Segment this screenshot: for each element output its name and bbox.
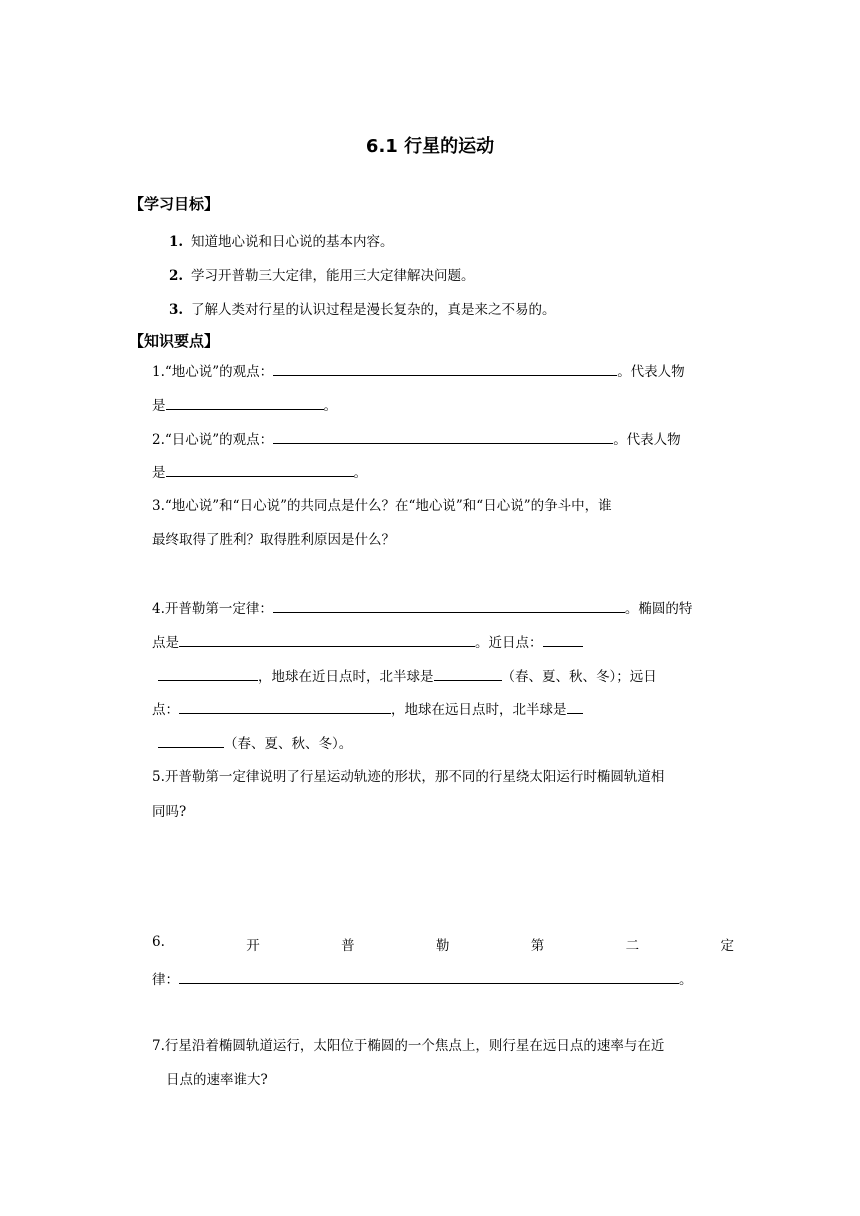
goal-item xyxy=(169,264,475,284)
question-6-text: 律： xyxy=(152,972,179,988)
question-4-text: 点是 xyxy=(152,635,179,651)
question-1-line-2 xyxy=(152,394,337,414)
question-6-line-1 xyxy=(152,934,734,954)
answer-blank[interactable] xyxy=(273,598,625,613)
answer-blank[interactable] xyxy=(179,632,475,647)
page-title: 6.1 行星的运动 xyxy=(365,136,495,157)
question-6-char: 第 xyxy=(530,938,545,954)
goal-number: 1. xyxy=(169,234,184,250)
question-3-line-1: 3.“地心说”和“日心说”的共同点是什么？在“地心说”和“日心说”的争斗中，谁 xyxy=(152,498,612,514)
question-5-line-2: 同吗? xyxy=(152,804,187,820)
goal-text: 了解人类对行星的认识过程是漫长复杂的，真是来之不易的。 xyxy=(191,302,556,318)
question-4-text: 。近日点： xyxy=(475,635,543,651)
question-3-line-2: 最终取得了胜利？取得胜利原因是什么？ xyxy=(152,532,395,548)
question-4-line-2 xyxy=(152,631,583,651)
question-1-line-1 xyxy=(152,360,685,380)
question-6-end: 。 xyxy=(679,972,693,988)
question-4-text: ，地球在远日点时，北半球是 xyxy=(391,702,567,718)
answer-blank[interactable] xyxy=(166,462,354,477)
knowledge-heading: 【知识要点】 xyxy=(129,332,220,350)
answer-blank[interactable] xyxy=(273,361,617,376)
question-4-label: 4.开普勒第一定律： xyxy=(152,601,273,617)
question-7-line-2: 日点的速率谁大? xyxy=(166,1072,268,1088)
question-2-suffix: 。代表人物 xyxy=(613,432,681,448)
answer-blank[interactable] xyxy=(158,733,224,748)
question-1-label: 1.“地心说”的观点： xyxy=(152,364,274,380)
question-2-end: 。 xyxy=(353,465,367,481)
question-1-prefix: 是 xyxy=(152,398,166,414)
question-2-line-2 xyxy=(152,461,367,481)
question-6-char: 定 xyxy=(720,938,734,954)
question-4-text: （春、夏、秋、冬）；远日 xyxy=(501,669,657,685)
question-6-char: 开 xyxy=(246,938,260,954)
answer-blank[interactable] xyxy=(179,699,391,714)
question-2-prefix: 是 xyxy=(152,465,166,481)
goal-text: 学习开普勒三大定律，能用三大定律解决问题。 xyxy=(191,268,475,284)
question-2-line-1 xyxy=(152,428,681,448)
goals-heading: 【学习目标】 xyxy=(129,195,220,213)
question-6-char: 6. xyxy=(152,934,165,950)
answer-blank[interactable] xyxy=(179,969,679,984)
question-7-line-1: 7.行星沿着椭圆轨道运行，太阳位于椭圆的一个焦点上，则行星在远日点的速率与在近 xyxy=(152,1038,665,1054)
goal-number: 2. xyxy=(169,268,184,284)
question-6-char: 普 xyxy=(341,938,355,954)
question-6-char: 勒 xyxy=(435,938,450,954)
goal-item xyxy=(169,298,556,318)
question-4-line-1 xyxy=(152,597,692,617)
question-1-end: 。 xyxy=(323,398,337,414)
answer-blank[interactable] xyxy=(273,429,613,444)
question-4-line-4 xyxy=(152,698,583,718)
question-1-suffix: 。代表人物 xyxy=(617,364,685,380)
question-4-line-5 xyxy=(158,732,352,752)
question-2-label: 2.“日心说”的观点： xyxy=(152,432,274,448)
answer-blank[interactable] xyxy=(158,666,258,681)
answer-blank[interactable] xyxy=(543,632,583,647)
answer-blank[interactable] xyxy=(434,666,502,681)
goal-text: 知道地心说和日心说的基本内容。 xyxy=(191,234,394,250)
question-6-char: 二 xyxy=(625,938,640,954)
question-4-line-3 xyxy=(158,665,657,685)
question-4-text: ，地球在近日点时，北半球是 xyxy=(258,669,434,685)
question-6-line-2 xyxy=(152,968,693,988)
question-5-line-1: 5.开普勒第一定律说明了行星运动轨迹的形状，那不同的行星绕太阳运行时椭圆轨道相 xyxy=(152,769,665,785)
question-4-text: 点： xyxy=(152,702,179,718)
question-4-text: 。椭圆的特 xyxy=(624,601,693,617)
goal-item xyxy=(169,230,394,250)
answer-blank[interactable] xyxy=(166,395,324,410)
goal-number: 3. xyxy=(169,302,184,318)
question-4-text: （春、夏、秋、冬）。 xyxy=(224,736,353,752)
answer-blank[interactable] xyxy=(567,699,583,714)
